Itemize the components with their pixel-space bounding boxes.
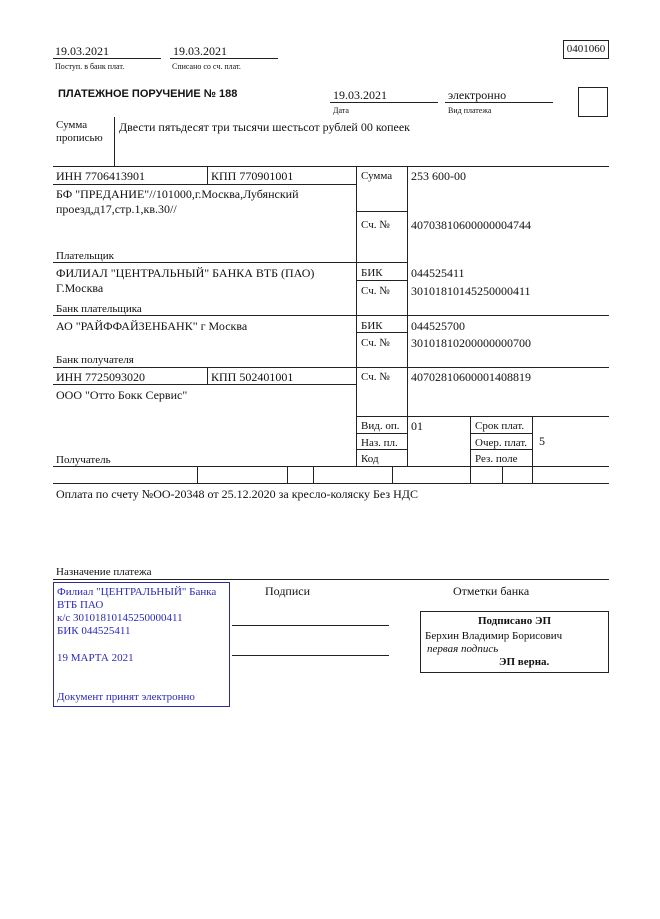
tax-sep-5 (502, 466, 503, 483)
bank-marks-label: Отметки банка (453, 584, 530, 598)
form-code-box: 0401060 (563, 40, 609, 59)
recipient-label: Получатель (56, 454, 111, 466)
payer-acc-end (356, 262, 407, 263)
recipient-bik: 044525700 (411, 319, 465, 333)
payer-name-1: БФ "ПРЕДАНИЕ"//101000,г.Москва,Лубянский (56, 187, 299, 201)
purpose-text: Оплата по счету №ОО-20348 от 25.12.2020 за кресло-коляску Без НДС (56, 487, 418, 501)
recipient-bik-label: БИК (361, 320, 383, 332)
tax-row-line (53, 483, 609, 484)
amount-words-divider (114, 117, 115, 166)
sum-acc-sep (356, 211, 407, 212)
codes-row1-left (356, 433, 407, 434)
recipient-inn: ИНН 7725093020 (56, 370, 145, 384)
payer-kpp: КПП 770901001 (211, 169, 294, 183)
e-signature-verified: ЭП верна. (499, 656, 550, 668)
e-signature-signer: Берхин Владимир Борисович (425, 630, 563, 642)
sum-label: Сумма (361, 170, 393, 182)
order-date-label: Дата (333, 106, 349, 115)
signature-line-1 (232, 625, 389, 626)
purpose-end-line (53, 579, 609, 580)
payment-type-line (445, 102, 553, 103)
order-date-line (330, 102, 438, 103)
tax-sep-1 (197, 466, 198, 483)
signatures-label: Подписи (265, 584, 311, 598)
purpose-label: Назначение платежа (56, 566, 152, 578)
payer-name-2: проезд,д17,стр.1,кв.30// (56, 202, 177, 216)
reserve-label: Рез. поле (475, 453, 518, 465)
recipient-end-line (53, 466, 609, 467)
queue-value: 5 (539, 434, 545, 448)
stamp-line-3: к/с 30101810145250000411 (57, 612, 183, 624)
recipient-kpp: КПП 502401001 (211, 370, 294, 384)
payer-inn-line (53, 184, 356, 185)
rec-inn-line (53, 384, 356, 385)
order-title: ПЛАТЕЖНОЕ ПОРУЧЕНИЕ № 188 (58, 88, 238, 100)
queue-label: Очер. плат. (475, 437, 528, 449)
sum-value: 253 600-00 (411, 169, 466, 183)
codes-top-line (356, 416, 609, 417)
debited-date-label: Списано со сч. плат. (172, 62, 241, 71)
payer-bank-account-label: Сч. № (361, 285, 390, 297)
e-signature-role: первая подпись (427, 643, 499, 655)
rec-inn-kpp-sep (207, 367, 208, 384)
grid-value-vline (407, 166, 408, 466)
grid-top-line (53, 166, 609, 167)
bank-stamp (53, 582, 230, 707)
amount-words-text: Двести пятьдесят три тысячи шестьсот рублей 00 копеек (119, 120, 410, 134)
payer-inn: ИНН 7706413901 (56, 169, 145, 183)
rec-bank-end-line (53, 367, 609, 368)
tax-sep-3 (313, 466, 314, 483)
received-date-label: Поступ. в банк плат. (55, 62, 125, 71)
codes-mid-vline (470, 416, 471, 483)
grid-center-vline (356, 166, 357, 466)
op-type-label: Вид. оп. (361, 420, 400, 432)
recipient-bank-name: АО "РАЙФФАЙЗЕНБАНК" г Москва (56, 319, 248, 333)
codes-row1-right (470, 433, 532, 434)
received-date-line (53, 58, 161, 59)
tax-sep-2 (287, 466, 288, 483)
stamp-date: 19 МАРТА 2021 (57, 652, 134, 664)
recipient-account: 40702810600001408819 (411, 370, 531, 384)
purpose-code-label: Наз. пл. (361, 437, 398, 449)
payer-bik-sep (356, 280, 407, 281)
recipient-account-label: Сч. № (361, 371, 390, 383)
status-box (578, 87, 608, 117)
recipient-bank-account-label: Сч. № (361, 337, 390, 349)
payment-type-label: Вид платежа (448, 106, 492, 115)
stamp-note: Документ принят электронно (57, 691, 195, 703)
amount-words-label-2: прописью (56, 132, 103, 144)
order-date: 19.03.2021 (333, 88, 387, 102)
payer-label: Плательщик (56, 250, 114, 262)
op-type-value: 01 (411, 419, 423, 433)
payment-type: электронно (448, 88, 507, 102)
received-date: 19.03.2021 (55, 44, 109, 58)
payer-bik: 044525411 (411, 266, 465, 280)
recipient-bank-label: Банк получателя (56, 354, 134, 366)
payer-bank-label: Банк плательщика (56, 303, 142, 315)
recipient-bank-account: 30101810200000000700 (411, 336, 531, 350)
signature-line-2 (232, 655, 389, 656)
e-signature-box (420, 611, 609, 673)
codes-right-vline (532, 416, 533, 483)
payer-inn-kpp-sep (207, 166, 208, 184)
amount-words-label-1: Сумма (56, 119, 88, 131)
payer-account: 40703810600000004744 (411, 218, 531, 232)
due-label: Срок плат. (475, 420, 525, 432)
debited-date: 19.03.2021 (173, 44, 227, 58)
stamp-line-2: ВТБ ПАО (57, 599, 104, 611)
debited-date-line (170, 58, 278, 59)
payer-account-label: Сч. № (361, 219, 390, 231)
payer-bik-label: БИК (361, 267, 383, 279)
stamp-line-1: Филиал "ЦЕНТРАЛЬНЫЙ" Банка (57, 586, 217, 598)
e-signature-title: Подписано ЭП (477, 615, 552, 627)
payer-bank-account: 30101810145250000411 (411, 284, 531, 298)
recipient-name: ООО "Отто Бокк Сервис" (56, 388, 188, 402)
payer-bank-name: ФИЛИАЛ "ЦЕНТРАЛЬНЫЙ" БАНКА ВТБ (ПАО) (56, 266, 315, 280)
tax-sep-4 (392, 466, 393, 483)
payer-bank-city: Г.Москва (56, 281, 104, 295)
stamp-line-4: БИК 044525411 (57, 625, 131, 637)
code-label: Код (361, 453, 379, 465)
